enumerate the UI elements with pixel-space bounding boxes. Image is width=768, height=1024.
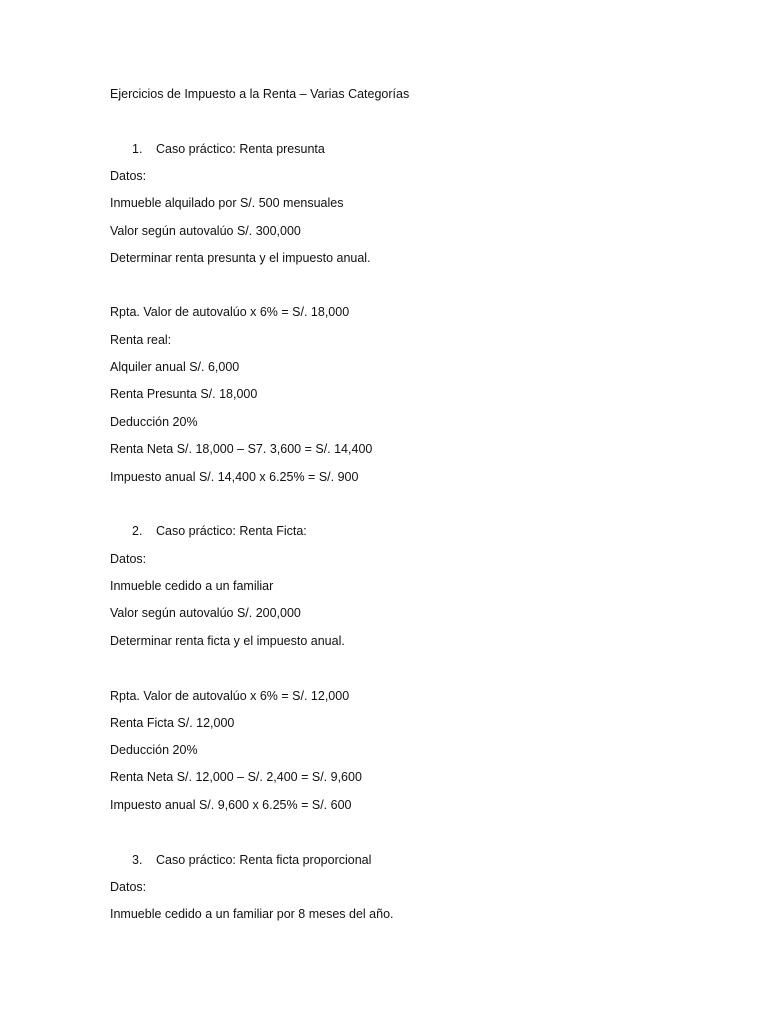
document-title: Ejercicios de Impuesto a la Renta – Varias Categorías [110, 87, 410, 101]
case-3-datos-label: Datos: [110, 880, 147, 894]
case-2-answer-line: Renta Neta S/. 12,000 – S/. 2,400 = S/. 9,600 [110, 770, 362, 784]
case-1-answer-line: Renta Neta S/. 18,000 – S7. 3,600 = S/. 14,400 [110, 442, 373, 456]
case-2-heading [132, 523, 307, 539]
case-2-heading-text: Caso práctico: Renta Ficta: [156, 524, 307, 538]
case-1-answer-line: Alquiler anual S/. 6,000 [110, 360, 240, 374]
case-1-answer-line: Rpta. Valor de autovalúo x 6% = S/. 18,000 [110, 305, 350, 319]
case-1-answer-line: Renta Presunta S/. 18,000 [110, 387, 258, 401]
case-2-datos-label: Datos: [110, 552, 147, 566]
case-3-number: 3. [132, 853, 143, 867]
case-1-line: Inmueble alquilado por S/. 500 mensuales [110, 196, 344, 210]
case-2-number: 2. [132, 524, 143, 538]
case-3-heading-text: Caso práctico: Renta ficta proporcional [156, 853, 372, 867]
case-1-line: Determinar renta presunta y el impuesto anual. [110, 251, 371, 265]
case-3-line: Inmueble cedido a un familiar por 8 meses del año. [110, 907, 394, 921]
case-2-line: Determinar renta ficta y el impuesto anual. [110, 634, 345, 648]
case-1-answer-line: Renta real: [110, 333, 172, 347]
case-2-answer-line: Renta Ficta S/. 12,000 [110, 716, 235, 730]
case-1-heading-text: Caso práctico: Renta presunta [156, 142, 325, 156]
case-1-answer-line: Impuesto anual S/. 14,400 x 6.25% = S/. 900 [110, 470, 359, 484]
case-1-line: Valor según autovalúo S/. 300,000 [110, 224, 301, 238]
case-3-heading [132, 852, 371, 868]
case-2-answer-line: Deducción 20% [110, 743, 198, 757]
case-1-heading [132, 141, 325, 157]
case-2-answer-line: Impuesto anual S/. 9,600 x 6.25% = S/. 600 [110, 798, 352, 812]
case-1-datos-label: Datos: [110, 169, 147, 183]
case-1-number: 1. [132, 142, 143, 156]
case-2-line: Inmueble cedido a un familiar [110, 579, 274, 593]
case-2-answer-line: Rpta. Valor de autovalúo x 6% = S/. 12,000 [110, 689, 350, 703]
case-1-answer-line: Deducción 20% [110, 415, 198, 429]
case-2-line: Valor según autovalúo S/. 200,000 [110, 606, 301, 620]
